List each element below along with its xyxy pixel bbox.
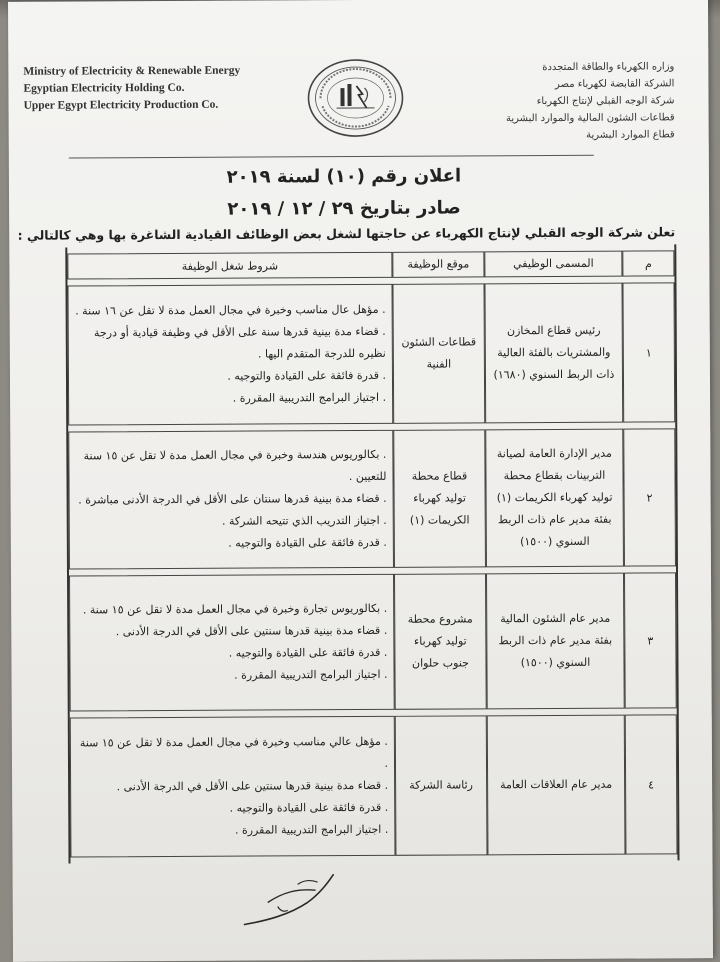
english-header-line-1: Ministry of Electricity & Renewable Energy: [23, 63, 240, 81]
requirement-item: . اجتياز التدريب الذي تتيحه الشركة .: [76, 510, 387, 534]
requirement-item: . قضاء مدة بينية قدرها سنتين على الأقل في الدرجة الأدنى .: [77, 775, 388, 799]
table-row: [68, 428, 676, 569]
row-num: ١: [622, 282, 675, 422]
company-seal-logo: [306, 58, 404, 139]
requirement-item: . بكالوريوس هندسة وخبرة في مجال العمل مدة لا تقل عن ١٥ سنة للتعيين .: [75, 444, 386, 490]
arabic-header-line-2: الشركة القابضة لكهرباء مصر: [506, 75, 675, 93]
arabic-header-line-4: قطاعات الشئون المالية والموارد البشرية: [506, 109, 675, 127]
row-num: ٢: [623, 428, 676, 566]
row-num: ٣: [624, 572, 677, 708]
header-num: م: [622, 250, 674, 276]
announcement-intro: تعلن شركة الوجه القبلي لإنتاج الكهرباء عن حاجتها لشغل بعض الوظائف القيادية الشاغرة بها وهي كالتالي :: [65, 224, 675, 242]
requirement-item: . مؤهل عال مناسب وخبرة في مجال العمل مدة لا تقل عن ١٦ سنة .: [75, 299, 386, 323]
requirement-item: . قضاء مدة بينية قدرها سنتين على الأقل في الدرجة الأدنى .: [76, 620, 387, 644]
requirement-item: . قدرة فائقة على القيادة والتوجيه .: [77, 797, 388, 821]
english-header-line-2: Egyptian Electricity Holding Co.: [23, 80, 240, 98]
header-requirements: شروط شغل الوظيفة: [67, 252, 392, 280]
table-row: [70, 714, 678, 857]
row-requirements: [67, 284, 393, 426]
row-requirements: [68, 430, 394, 570]
english-header-line-3: Upper Egypt Electricity Production Co.: [24, 97, 241, 115]
english-letterhead: [23, 63, 240, 115]
row-location: قطاعات الشئون الفنية: [392, 283, 485, 423]
requirement-item: . مؤهل عالي مناسب وخبرة في مجال العمل مدة لا تقل عن ١٥ سنة .: [77, 731, 388, 777]
row-location: قطاع محطة توليد كهرباء الكريمات (١): [393, 429, 486, 567]
row-job-title: مدير عام الشئون المالية بفئة مدير عام ذات الربط السنوي (١٥٠٠): [486, 573, 625, 710]
arabic-header-line-3: شركة الوجه القبلي لإنتاج الكهرباء: [506, 92, 675, 110]
table-row: [69, 572, 677, 711]
requirement-item: . قدرة فائقة على القيادة والتوجيه .: [76, 532, 387, 556]
arabic-header-line-5: قطاع الموارد البشرية: [506, 126, 675, 144]
announcement-date: صادر بتاريخ ٢٩ / ١٢ / ٢٠١٩: [214, 197, 474, 219]
row-job-title: مدير الإدارة العامة لصيانة التربينات بقطاع محطة توليد كهرباء الكريمات (١) بفئة مدير عام ذات الربط السنوي (١٥٠٠): [485, 429, 624, 568]
jobs-table: [65, 244, 679, 863]
row-num: ٤: [625, 714, 678, 854]
requirement-item: . قضاء مدة بينية قدرها سنة على الأقل في وظيفة قيادية أو درجة نظيره للدرجة المتقدم اليها .: [75, 321, 386, 367]
row-job-title: رئيس قطاع المخازن والمشتريات بالفئة العالية ذات الربط السنوي (١٦٨٠): [484, 283, 623, 424]
requirement-item: . اجتياز البرامج التدريبية المقررة .: [76, 664, 387, 688]
requirement-item: . قدرة فائقة على القيادة والتوجيه .: [76, 642, 387, 666]
arabic-letterhead: [506, 58, 675, 144]
table-row: [67, 282, 675, 425]
requirement-item: . اجتياز البرامج التدريبية المقررة .: [77, 819, 388, 843]
requirement-item: . قدرة فائقة على القيادة والتوجيه .: [75, 365, 386, 389]
requirement-item: . بكالوريوس تجارة وخبرة في مجال العمل مدة لا تقل عن ١٥ سنة .: [76, 598, 387, 622]
header-location: موقع الوظيفة: [392, 251, 484, 277]
header-job-title: المسمى الوظيفي: [484, 251, 622, 278]
row-location: رئاسة الشركة: [395, 715, 488, 855]
handwritten-signature: [238, 862, 348, 933]
row-location: مشروع محطة توليد كهرباء جنوب حلوان: [394, 573, 487, 709]
row-job-title: مدير عام العلاقات العامة: [487, 715, 626, 856]
row-requirements: [70, 716, 396, 858]
header-divider: [69, 155, 594, 159]
arabic-header-line-1: وزاره الكهرباء والطاقة المتجددة: [506, 58, 675, 76]
requirement-item: . اجتياز البرامج التدريبية المقررة .: [75, 387, 386, 411]
document-page: [8, 0, 713, 962]
announcement-title: اعلان رقم (١٠) لسنة ٢٠١٩: [214, 165, 474, 187]
requirement-item: . قضاء مدة بينية قدرها سنتان على الأقل في الدرجة الأدنى مباشرة .: [76, 488, 387, 512]
table-header-row: [67, 250, 674, 279]
row-requirements: [69, 574, 395, 712]
